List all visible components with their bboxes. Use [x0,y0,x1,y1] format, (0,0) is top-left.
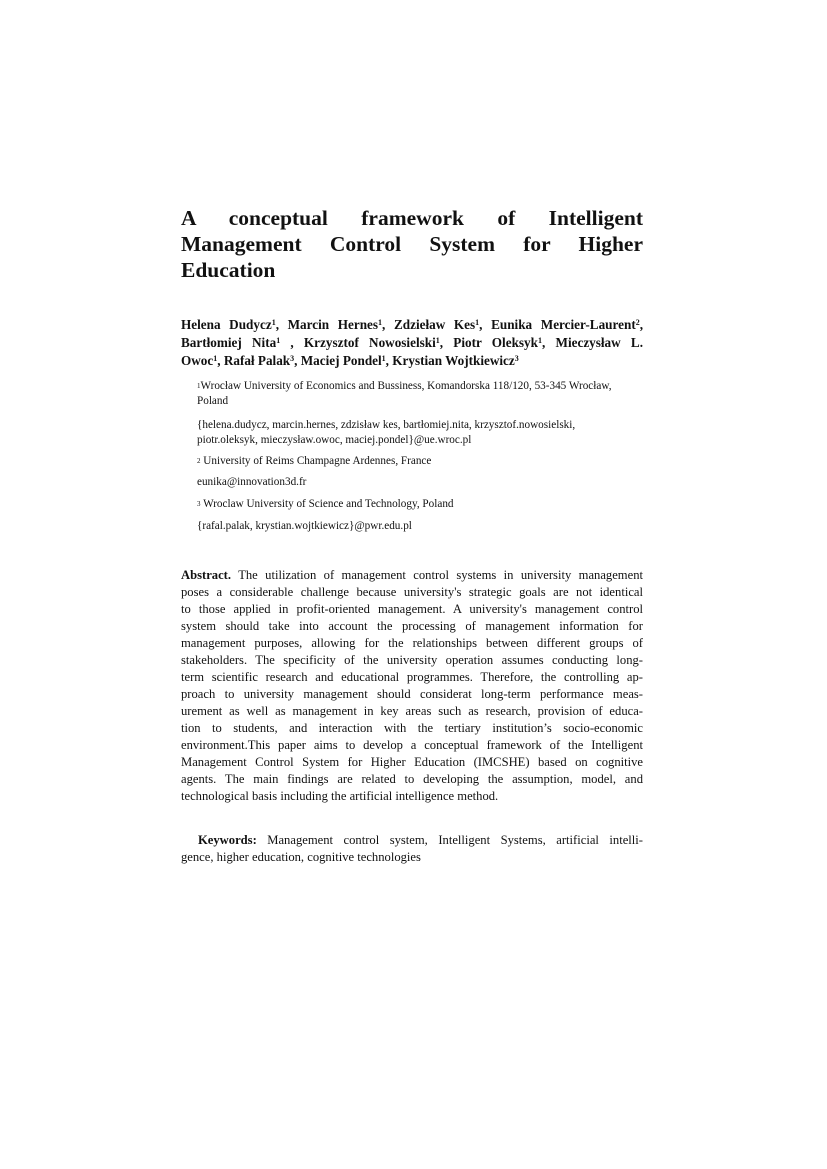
abstract-text: to those applied in profit-oriented management. A university's management control [181,602,643,616]
author-name: Owoc [181,353,214,368]
affiliation-marker: 1 [537,336,542,345]
keywords-line: gence, higher education, cognitive technologies [181,850,421,864]
author-name: , Marcin Hernes [275,317,379,332]
affiliation-marker: 1 [276,336,281,345]
abstract-text: term scientific research and educational programmes. Therefore, the controlling ap- [181,670,643,684]
abstract-line [181,652,643,669]
abstract-text: environment.This paper aims to develop a conceptual framework of the Intelligent [181,738,643,752]
author-line [181,352,643,370]
author-name: , [639,317,644,332]
abstract-text: technological basis including the artificial intelligence method. [181,789,499,803]
abstract-text: stakeholders. The specificity of the university operation assumes conducting long- [181,653,643,667]
author-line [181,334,643,352]
title-line: Education [181,258,276,282]
email-line: {helena.dudycz, marcin.hernes, zdzisław kes, bartłomiej.nita, krzysztof.nowosielski, [197,419,576,431]
author-name: , Mieczysław L. [541,335,643,350]
abstract-text: tion to students, and interaction with the tertiary institution’s socio-economic [181,721,643,735]
affiliation-text: University of Reims Champagne Ardennes, France [200,455,432,467]
keywords-text: Management control system, Intelligent Systems, artificial intelli- [256,833,643,847]
abstract-text: urement as well as management in key areas such as research, provision of educa- [181,704,643,718]
abstract-text: agents. The main findings are related to developing the assumption, model, and [181,772,643,786]
abstract-line [181,584,643,601]
author-name: , Krystian Wojtkiewicz [385,353,515,368]
abstract-text: The utilization of management control systems in university management [231,568,643,582]
abstract-line [181,635,643,652]
abstract-line [181,771,643,788]
affiliation-text: Poland [197,395,229,407]
affiliation-text: Wrocław University of Economics and Bussiness, Komandorska 118/120, 53-345 Wrocław, [200,380,612,392]
email-line: piotr.oleksyk, mieczysław.owoc, maciej.pondel}@ue.wroc.pl [197,434,472,446]
affiliation-marker: 1 [271,318,276,327]
keywords-label: Keywords: [198,833,257,847]
affiliation-marker: 1 [378,318,383,327]
author-name: , Piotr Oleksyk [439,335,538,350]
abstract-line [181,686,643,703]
author-list [181,316,643,370]
author-name: , Zdzieław Kes [382,317,476,332]
title-line: Management Control System for Higher [181,232,643,256]
affiliation-1 [197,379,643,409]
author-name: Helena Dudycz [181,317,272,332]
abstract [181,567,643,805]
affiliation-marker: 1 [435,336,440,345]
author-name: , Rafał Palak [217,353,291,368]
affiliation-marker: 3 [290,354,295,363]
abstract-line [181,567,643,584]
abstract-text: Management Control System for Higher Education (IMCSHE) based on cognitive [181,755,643,769]
abstract-line [181,703,643,720]
abstract-text: management purposes, allowing for the relationships between different groups of [181,636,643,650]
author-name: , Krzysztof Nowosielski [280,335,436,350]
affiliation-3 [197,497,643,512]
affiliation-marker: 2 [635,318,640,327]
affiliation-marker: 3 [514,354,519,363]
abstract-text: proach to university management should considerat long-term performance meas- [181,687,643,701]
abstract-text: poses a considerable challenge because university's strategic goals are not identical [181,585,643,599]
email-2: eunika@innovation3d.fr [197,476,307,488]
affiliation-marker: 3 [197,500,201,508]
email-3: {rafal.palak, krystian.wojtkiewicz}@pwr.edu.pl [197,520,412,532]
abstract-line [181,737,643,754]
affiliation-marker: 1 [475,318,480,327]
abstract-line [181,720,643,737]
affiliation-marker: 2 [197,457,201,465]
title-line: A conceptual framework of Intelligent [181,206,643,230]
affiliation-marker: 1 [213,354,218,363]
author-name: Bartłomiej Nita [181,335,277,350]
abstract-line [181,669,643,686]
affiliation-marker: 1 [197,382,201,390]
paper-title [181,205,643,283]
abstract-line [181,601,643,618]
abstract-text: system should take into account the processing of management information for [181,619,643,633]
abstract-line [181,788,643,805]
author-name: , Eunika Mercier-Laurent [479,317,636,332]
emails-1 [197,418,643,448]
affiliation-marker: 1 [381,354,386,363]
abstract-label: Abstract. [181,568,232,582]
author-name: , Maciej Pondel [294,353,382,368]
affiliation-2 [197,454,643,469]
keywords [181,832,643,866]
keywords-line [181,832,643,849]
affiliation-text: Wroclaw University of Science and Technology, Poland [200,498,454,510]
abstract-line [181,754,643,771]
author-line [181,316,643,334]
abstract-line [181,618,643,635]
